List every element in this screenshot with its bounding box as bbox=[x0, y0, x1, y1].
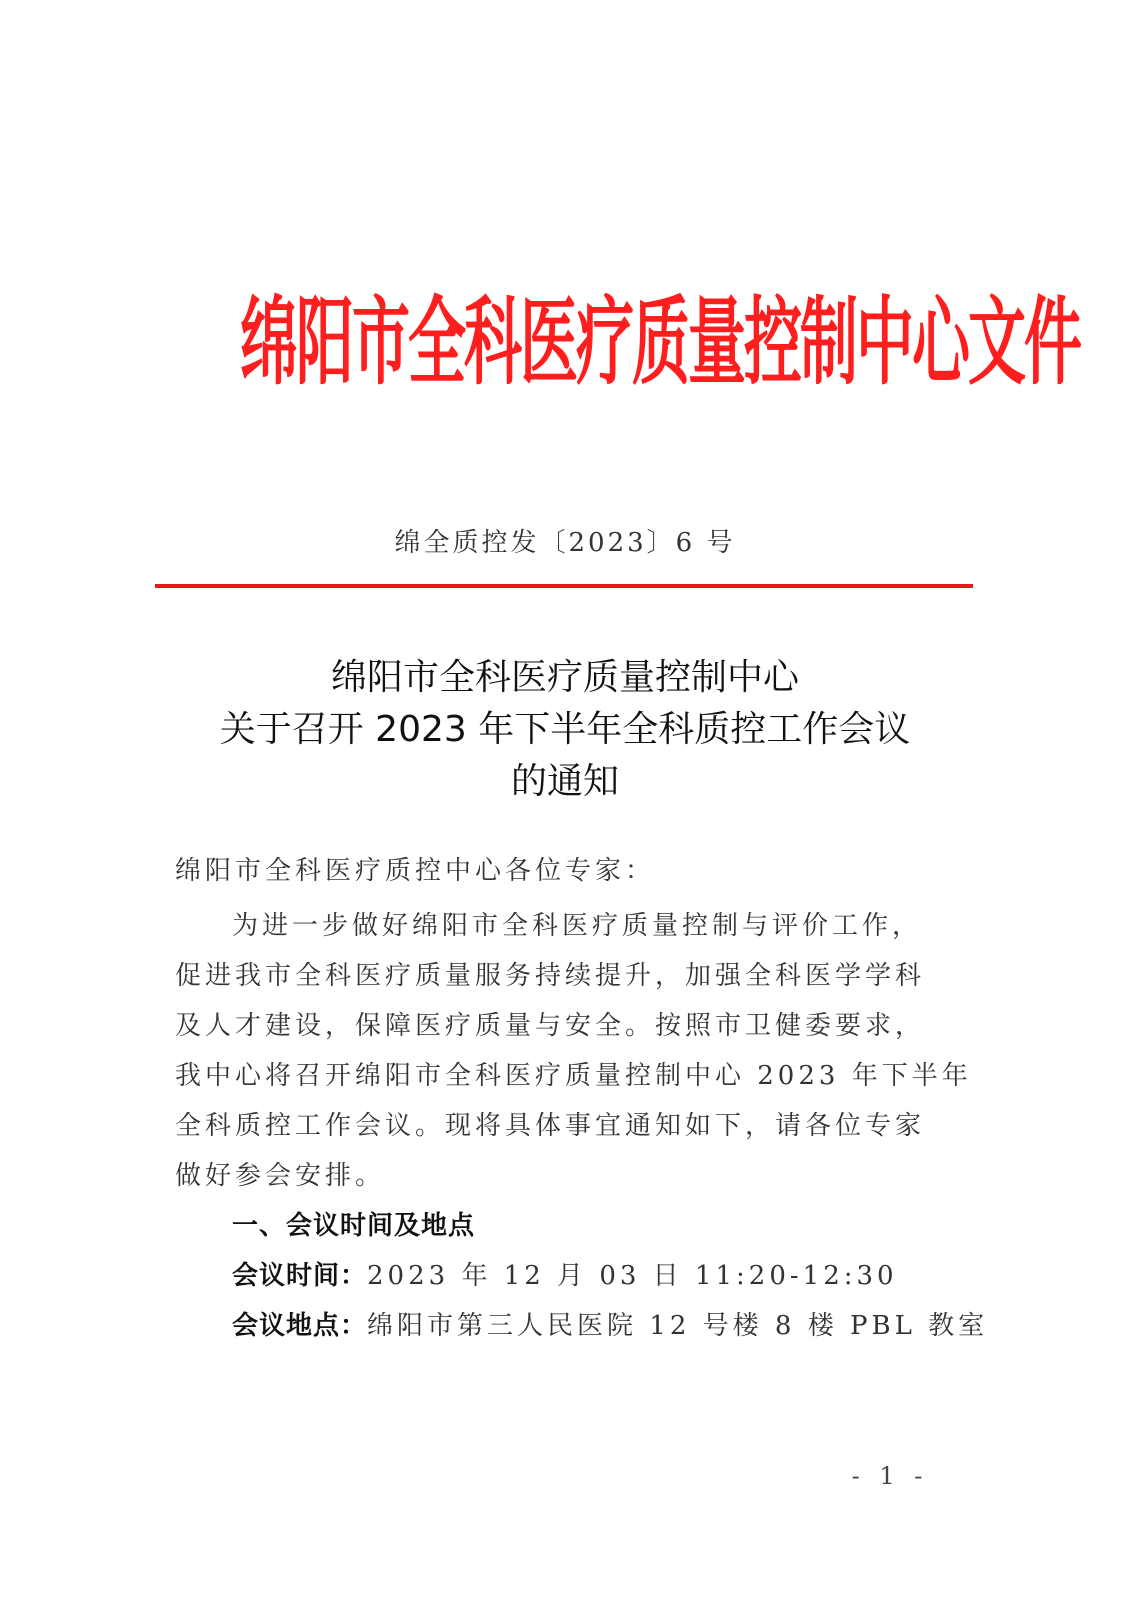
meeting-place-label: 会议地点： bbox=[232, 1311, 368, 1341]
paragraph-line-4: 我中心将召开绵阳市全科医疗质量控制中心 2023 年下半年 bbox=[175, 1061, 972, 1091]
title-line-3: 的通知 bbox=[510, 761, 619, 802]
salutation: 绵阳市全科医疗质控中心各位专家： bbox=[175, 856, 656, 886]
paragraph-line-5: 全科质控工作会议。现将具体事宜通知如下，请各位专家 bbox=[175, 1111, 926, 1141]
paragraph-line-6: 做好参会安排。 bbox=[175, 1161, 386, 1191]
section-1-heading: 一、会议时间及地点 bbox=[232, 1211, 476, 1241]
meeting-time-value: 2023 年 12 月 03 日 11:20-12:30 bbox=[367, 1261, 898, 1291]
document-number: 绵全质控发〔2023〕6 号 bbox=[394, 528, 736, 558]
meeting-time-row bbox=[232, 1255, 972, 1292]
page-number: - 1 - bbox=[851, 1462, 929, 1490]
paragraph-line-2: 促进我市全科医疗质量服务持续提升，加强全科医学学科 bbox=[175, 961, 926, 991]
meeting-place-row bbox=[232, 1305, 989, 1342]
paragraph-line-3: 及人才建设，保障医疗质量与安全。按照市卫健委要求， bbox=[175, 1011, 926, 1041]
paragraph-line-1: 为进一步做好绵阳市全科医疗质量控制与评价工作， bbox=[232, 911, 923, 941]
title-line-1: 绵阳市全科医疗质量控制中心 bbox=[330, 657, 799, 698]
issuer-red-header: 绵阳市全科医疗质量控制中心文件 bbox=[240, 285, 1081, 399]
meeting-place-value: 绵阳市第三人民医院 12 号楼 8 楼 PBL 教室 bbox=[367, 1311, 989, 1341]
red-divider-rule bbox=[155, 584, 973, 588]
document-title bbox=[0, 652, 1130, 808]
title-line-2: 关于召开 2023 年下半年全科质控工作会议 bbox=[219, 709, 911, 750]
meeting-time-label: 会议时间： bbox=[232, 1261, 368, 1291]
